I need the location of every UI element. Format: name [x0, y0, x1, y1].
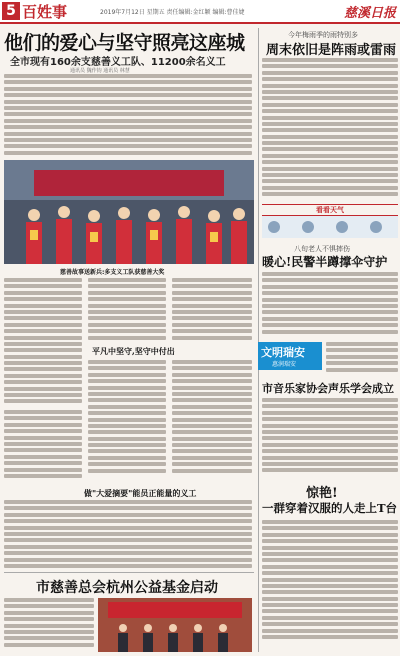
- umbrella-kicker: 八旬老人不惧摔伤: [294, 245, 350, 253]
- lead-headline: 他们的爱心与坚守照亮这座城: [4, 32, 245, 54]
- bottom-left-headline: 市慈善总会杭州公益基金启动: [36, 580, 218, 596]
- hanfu-headline-a: 惊艳!: [306, 486, 338, 501]
- page-number: 5: [2, 2, 20, 20]
- page-header: [0, 0, 400, 24]
- issue-meta: 2019年7月12日 星期五 责任编辑:金红颖 编辑:曹佳婕: [100, 9, 245, 16]
- weather-forecast-strip: [262, 216, 398, 238]
- lead-body-col1b: [4, 410, 82, 480]
- divider: [4, 572, 254, 573]
- hanfu-headline-b: 一群穿着汉服的人走上T台: [262, 501, 398, 515]
- column-divider: [258, 28, 259, 652]
- crosshead-1: 平凡中坚守,坚守中付出: [92, 346, 175, 356]
- umbrella-body: [262, 272, 398, 336]
- lead-body-row2: [4, 500, 252, 570]
- music-body: [262, 398, 398, 475]
- hanfu-body: [262, 520, 398, 641]
- lead-body-col2: [88, 278, 166, 342]
- weather-headline: 周末依旧是阵雨或雷雨: [266, 43, 397, 58]
- bottom-left-body: [4, 598, 94, 649]
- weather-kicker: 今年梅雨季的雨特别多: [288, 31, 358, 39]
- music-headline: 市音乐家协会声乐学会成立: [262, 382, 394, 395]
- lead-body-col3b: [172, 360, 252, 475]
- section-title: 百姓事: [22, 3, 68, 21]
- fund-launch-photo: [98, 598, 252, 652]
- lead-byline: 通讯员 魏作钧 通讯员 林慧: [70, 68, 130, 74]
- wenming-logo: [258, 342, 322, 370]
- lead-intro-text: [4, 74, 252, 157]
- wenming-logo-sub: 惠润瑞安: [272, 361, 297, 368]
- lead-body-col3: [172, 278, 252, 342]
- weather-body: [262, 58, 398, 199]
- umbrella-body-2: [326, 342, 398, 374]
- lead-photo: [4, 160, 254, 264]
- wenming-logo-main: 文明瑞安: [261, 346, 305, 359]
- lead-body-col2b: [88, 360, 166, 475]
- lead-body-col1: [4, 278, 82, 406]
- weather-section-label: 看看天气: [262, 204, 398, 216]
- lead-subheadline: 全市现有160余支慈善义工队、11200余名义工: [10, 57, 226, 68]
- newspaper-logo: 慈溪日报: [343, 6, 396, 21]
- crosshead-2: 做"大爱摘要"能员正能量的义工: [84, 488, 197, 498]
- lead-photo-caption: 慈善故事送新兵:多支义工队获慈善大奖: [60, 269, 165, 276]
- umbrella-headline: 暖心!民警半蹲撑伞守护: [262, 255, 388, 269]
